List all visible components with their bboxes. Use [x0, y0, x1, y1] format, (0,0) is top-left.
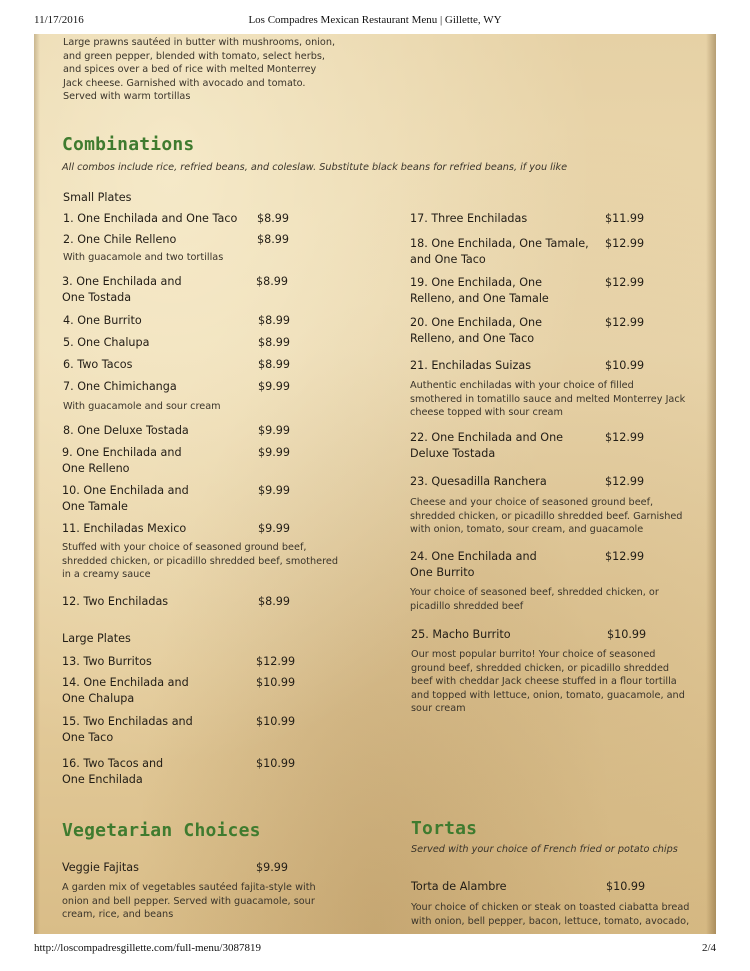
- menu-item-name: 21. Enchiladas Suizas: [410, 359, 532, 372]
- menu-item-name: One Chalupa: [62, 692, 135, 705]
- menu-item-price: $9.99: [258, 380, 291, 393]
- print-header: [34, 14, 716, 28]
- menu-item-name: 18. One Enchilada, One Tamale,: [410, 237, 589, 250]
- print-footer: [34, 942, 716, 956]
- menu-item-description: [410, 379, 710, 420]
- description-line: onion and bell pepper. Served with guacamole, sour: [62, 895, 315, 907]
- menu-item-name: 10. One Enchilada and: [62, 484, 189, 497]
- menu-item-name: 22. One Enchilada and One: [410, 431, 564, 444]
- description-line: Stuffed with your choice of seasoned ground beef,: [62, 542, 307, 553]
- menu-item-name: 16. Two Tacos and: [62, 757, 164, 770]
- menu-item-name: 4. One Burrito: [63, 314, 142, 327]
- menu-item-name: 8. One Deluxe Tostada: [63, 424, 189, 437]
- menu-item-description: With guacamole and sour cream: [63, 401, 221, 412]
- section-heading-tortas: Tortas: [411, 818, 478, 839]
- menu-item-name: 15. Two Enchiladas and: [62, 715, 193, 728]
- menu-item-name: 12. Two Enchiladas: [62, 595, 169, 608]
- intro-line: and spices over a bed of rice with melted Monterrey: [63, 64, 317, 75]
- description-line: Our most popular burrito! Your choice of seasoned: [411, 649, 656, 660]
- menu-item-name: 23. Quesadilla Ranchera: [410, 475, 547, 488]
- menu-item-name: One Enchilada: [62, 773, 143, 786]
- menu-item-price: $10.99: [607, 628, 647, 641]
- menu-item-price: $10.99: [256, 715, 296, 728]
- intro-line: and green pepper, blended with tomato, select herbs,: [63, 50, 325, 62]
- description-line: cheese topped with sour cream: [410, 407, 563, 418]
- menu-item-price: $12.99: [605, 316, 645, 329]
- menu-item-name: 9. One Enchilada and: [62, 446, 182, 459]
- menu-item-name: 3. One Enchilada and: [62, 275, 182, 288]
- menu-item-name: One Relleno: [62, 462, 130, 475]
- menu-page: [34, 34, 716, 934]
- menu-item-name: 2. One Chile Relleno: [63, 233, 177, 246]
- menu-item-name: Relleno, and One Taco: [410, 332, 535, 345]
- menu-item-price: $8.99: [258, 314, 291, 327]
- menu-item-name: 5. One Chalupa: [63, 336, 150, 349]
- description-line: smothered in tomatillo sauce and melted Monterrey Jack: [410, 393, 686, 405]
- menu-item-description: [62, 541, 382, 582]
- menu-item-price: $10.99: [605, 359, 645, 372]
- menu-item-description: [411, 648, 711, 716]
- menu-item-name: One Taco: [62, 731, 114, 744]
- description-line: with onion, bell pepper, bacon, lettuce, tomato, avocado,: [411, 915, 690, 927]
- intro-line: Large prawns sautéed in butter with mushrooms, onion,: [63, 37, 336, 48]
- menu-item-name: One Tamale: [62, 500, 128, 513]
- description-line: shredded chicken, or picadillo shredded beef. Garnished: [410, 510, 683, 522]
- menu-item-name: 11. Enchiladas Mexico: [62, 522, 187, 535]
- intro-description: [63, 36, 363, 104]
- description-line: beef with cheddar Jack cheese stuffed in a flour tortilla: [411, 676, 677, 687]
- menu-item-name: Deluxe Tostada: [410, 447, 496, 460]
- menu-item-name: 19. One Enchilada, One: [410, 276, 543, 289]
- menu-item-description: [411, 901, 716, 928]
- menu-item-name: 14. One Enchilada and: [62, 676, 189, 689]
- menu-item-price: $9.99: [258, 484, 291, 497]
- description-line: cream, rice, and beans: [62, 909, 174, 920]
- menu-item-name: 24. One Enchilada and: [410, 550, 537, 563]
- menu-item-name: 1. One Enchilada and One Taco: [63, 212, 238, 225]
- menu-item-name: One Burrito: [410, 566, 475, 579]
- menu-item-name: 17. Three Enchiladas: [410, 212, 528, 225]
- menu-item-description: [62, 881, 362, 922]
- menu-item-price: $11.99: [605, 212, 645, 225]
- menu-item-name: Veggie Fajitas: [62, 861, 139, 874]
- menu-item-price: $12.99: [605, 550, 645, 563]
- intro-line: Jack cheese. Garnished with avocado and tomato.: [63, 77, 306, 89]
- intro-line: Served with warm tortillas: [63, 91, 191, 102]
- menu-item-name: 13. Two Burritos: [62, 655, 152, 668]
- menu-item-description: [410, 496, 710, 537]
- combinations-note: All combos include rice, refried beans, and coleslaw. Substitute black beans for refried beans, if you like: [62, 162, 568, 173]
- menu-item-price: $9.99: [258, 522, 291, 535]
- menu-item-name: 7. One Chimichanga: [63, 380, 177, 393]
- description-line: Cheese and your choice of seasoned ground beef,: [410, 497, 654, 508]
- print-page-number: 2/4: [701, 942, 716, 954]
- small-plates-label: Small Plates: [63, 191, 132, 204]
- menu-item-price: $8.99: [258, 595, 291, 608]
- tortas-note: Served with your choice of French fried or potato chips: [411, 844, 678, 855]
- print-url: http://loscompadresgillette.com/full-menu/3087819: [34, 942, 261, 954]
- description-line: Your choice of seasoned beef, shredded chicken, or: [410, 587, 659, 598]
- menu-item-name: 6. Two Tacos: [63, 358, 133, 371]
- page-edge-left: [34, 34, 40, 934]
- page-edge-right: [706, 34, 716, 934]
- menu-item-price: $10.99: [606, 880, 646, 893]
- section-heading-combinations: Combinations: [62, 134, 195, 155]
- menu-item-description: With guacamole and two tortillas: [63, 252, 224, 263]
- menu-item-price: $8.99: [256, 275, 289, 288]
- menu-item-price: $10.99: [256, 676, 296, 689]
- section-heading-vegetarian: Vegetarian Choices: [62, 820, 261, 841]
- menu-item-price: $9.99: [258, 446, 291, 459]
- menu-item-name: and One Taco: [410, 253, 486, 266]
- description-line: Authentic enchiladas with your choice of filled: [410, 380, 634, 391]
- menu-item-price: $9.99: [256, 861, 289, 874]
- description-line: and topped with lettuce, onion, tomato, guacamole, and: [411, 689, 685, 701]
- large-plates-label: Large Plates: [62, 632, 131, 645]
- menu-item-price: $8.99: [258, 336, 291, 349]
- menu-item-price: $12.99: [605, 276, 645, 289]
- menu-item-price: $8.99: [258, 358, 291, 371]
- description-line: sour cream: [411, 703, 466, 714]
- print-date: 11/17/2016: [34, 14, 84, 26]
- menu-item-description: [410, 586, 710, 613]
- menu-item-price: $8.99: [257, 212, 290, 225]
- menu-item-name: Torta de Alambre: [411, 880, 507, 893]
- description-line: Your choice of chicken or steak on toasted ciabatta bread: [411, 902, 690, 913]
- menu-item-name: One Tostada: [62, 291, 132, 304]
- description-line: with onion, tomato, sour cream, and guacamole: [410, 524, 644, 535]
- menu-item-price: $12.99: [605, 475, 645, 488]
- menu-item-price: $10.99: [256, 757, 296, 770]
- menu-item-name: Relleno, and One Tamale: [410, 292, 549, 305]
- menu-item-price: $8.99: [257, 233, 290, 246]
- menu-item-price: $12.99: [605, 237, 645, 250]
- description-line: A garden mix of vegetables sautéed fajita-style with: [62, 882, 316, 893]
- menu-item-price: $12.99: [256, 655, 296, 668]
- menu-item-name: 20. One Enchilada, One: [410, 316, 543, 329]
- menu-item-price: $12.99: [605, 431, 645, 444]
- description-line: picadillo shredded beef: [410, 600, 524, 612]
- description-line: in a creamy sauce: [62, 569, 151, 580]
- menu-item-name: 25. Macho Burrito: [411, 628, 511, 641]
- description-line: shredded chicken, or picadillo shredded beef, smothered: [62, 555, 338, 567]
- description-line: ground beef, shredded chicken, or picadillo shredded: [411, 662, 670, 674]
- menu-item-price: $9.99: [258, 424, 291, 437]
- print-title: Los Compadres Mexican Restaurant Menu | Gillette, WY: [248, 14, 502, 26]
